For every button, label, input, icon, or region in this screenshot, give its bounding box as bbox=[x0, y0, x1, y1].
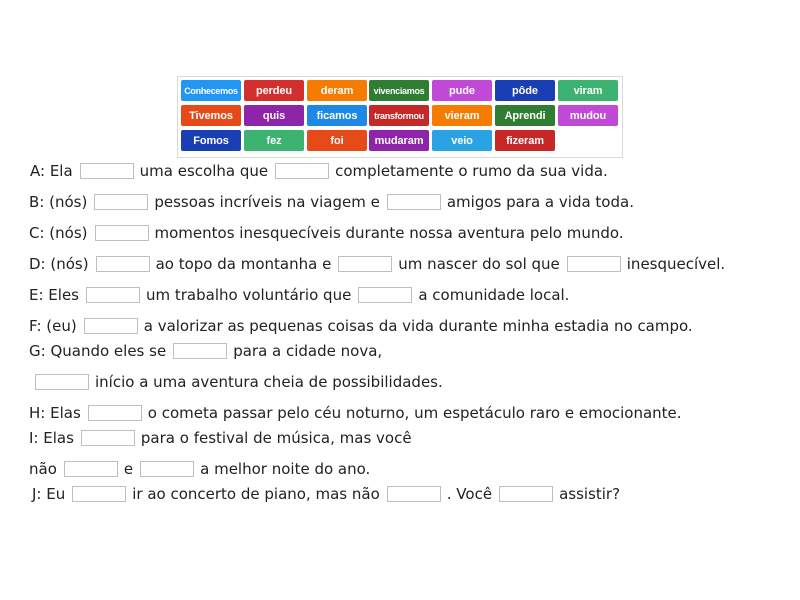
sentence-text: pessoas incríveis na viagem e bbox=[154, 193, 380, 211]
sentence-text: J: Eu bbox=[32, 485, 66, 503]
sentence-text: uma escolha que bbox=[139, 162, 269, 180]
sentence-i2 bbox=[29, 458, 375, 480]
answer-blank[interactable] bbox=[567, 256, 621, 272]
sentence-text: o cometa passar pelo céu noturno, um espetáculo raro e emocionante. bbox=[147, 404, 682, 422]
answer-blank[interactable] bbox=[72, 486, 126, 502]
answer-blank[interactable] bbox=[64, 461, 118, 477]
sentence-text: . Você bbox=[446, 485, 493, 503]
word-tile-pôde[interactable]: pôde bbox=[495, 80, 555, 101]
sentence-g2 bbox=[33, 371, 448, 393]
answer-blank[interactable] bbox=[35, 374, 89, 390]
word-tile-ficamos[interactable]: ficamos bbox=[307, 105, 367, 126]
word-tile-veio[interactable]: veio bbox=[432, 130, 492, 151]
sentence-text: a melhor noite do ano. bbox=[200, 460, 371, 478]
sentence-text: e bbox=[123, 460, 134, 478]
word-tile-perdeu[interactable]: perdeu bbox=[244, 80, 304, 101]
word-tile-tivemos[interactable]: Tivemos bbox=[181, 105, 241, 126]
sentence-text: G: Quando eles se bbox=[29, 342, 167, 360]
word-bank bbox=[177, 76, 623, 158]
word-tile-mudou[interactable]: mudou bbox=[558, 105, 618, 126]
sentence-text: E: Eles bbox=[29, 286, 79, 304]
sentence-text: ao topo da montanha e bbox=[155, 255, 332, 273]
sentence-g1 bbox=[29, 340, 387, 362]
sentence-text: B: (nós) bbox=[29, 193, 88, 211]
word-tile-fomos[interactable]: Fomos bbox=[181, 130, 241, 151]
sentence-text: assistir? bbox=[559, 485, 621, 503]
sentence-e bbox=[29, 284, 574, 306]
word-tile-conhecemos[interactable]: Conhecemos bbox=[181, 80, 241, 101]
sentence-text: um nascer do sol que bbox=[398, 255, 560, 273]
sentence-text: um trabalho voluntário que bbox=[146, 286, 352, 304]
answer-blank[interactable] bbox=[358, 287, 412, 303]
sentence-text: A: Ela bbox=[30, 162, 73, 180]
answer-blank[interactable] bbox=[387, 486, 441, 502]
answer-blank[interactable] bbox=[80, 163, 134, 179]
sentence-text: I: Elas bbox=[29, 429, 74, 447]
answer-blank[interactable] bbox=[140, 461, 194, 477]
sentence-text: a valorizar as pequenas coisas da vida durante minha estadia no campo. bbox=[143, 317, 693, 335]
sentence-j bbox=[32, 483, 625, 505]
answer-blank[interactable] bbox=[81, 430, 135, 446]
answer-blank[interactable] bbox=[88, 405, 142, 421]
sentence-text: momentos inesquecíveis durante nossa aventura pelo mundo. bbox=[154, 224, 624, 242]
word-tile-transformou[interactable]: transformou bbox=[369, 105, 429, 126]
answer-blank[interactable] bbox=[95, 225, 149, 241]
sentence-h bbox=[29, 402, 687, 424]
sentence-text: C: (nós) bbox=[29, 224, 88, 242]
sentence-text: inesquecível. bbox=[626, 255, 726, 273]
answer-blank[interactable] bbox=[94, 194, 148, 210]
word-tile-vieram[interactable]: vieram bbox=[432, 105, 492, 126]
word-tile-fizeram[interactable]: fizeram bbox=[495, 130, 555, 151]
answer-blank[interactable] bbox=[275, 163, 329, 179]
answer-blank[interactable] bbox=[86, 287, 140, 303]
word-tile-pude[interactable]: pude bbox=[432, 80, 492, 101]
answer-blank[interactable] bbox=[173, 343, 227, 359]
sentence-f bbox=[29, 315, 698, 337]
sentence-text: F: (eu) bbox=[29, 317, 77, 335]
word-tile-foi[interactable]: foi bbox=[307, 130, 367, 151]
sentence-text: ir ao concerto de piano, mas não bbox=[132, 485, 380, 503]
word-tile-vivenciamos[interactable]: vivenciamos bbox=[369, 80, 429, 101]
sentence-text: completamente o rumo da sua vida. bbox=[335, 162, 608, 180]
sentence-text: D: (nós) bbox=[29, 255, 89, 273]
sentence-text: para a cidade nova, bbox=[233, 342, 383, 360]
sentence-b bbox=[29, 191, 639, 213]
sentence-i1 bbox=[29, 427, 417, 449]
sentence-text: amigos para a vida toda. bbox=[446, 193, 634, 211]
sentence-text: início a uma aventura cheia de possibilidades. bbox=[95, 373, 443, 391]
sentence-c bbox=[29, 222, 629, 244]
answer-blank[interactable] bbox=[387, 194, 441, 210]
word-tile-mudaram[interactable]: mudaram bbox=[369, 130, 429, 151]
word-tile-quis[interactable]: quis bbox=[244, 105, 304, 126]
sentence-text: para o festival de música, mas você bbox=[140, 429, 412, 447]
sentence-a bbox=[30, 160, 613, 182]
word-tile-deram[interactable]: deram bbox=[307, 80, 367, 101]
word-tile-viram[interactable]: viram bbox=[558, 80, 618, 101]
answer-blank[interactable] bbox=[338, 256, 392, 272]
word-tile-fez[interactable]: fez bbox=[244, 130, 304, 151]
answer-blank[interactable] bbox=[84, 318, 138, 334]
sentence-text: H: Elas bbox=[29, 404, 81, 422]
sentence-text: a comunidade local. bbox=[418, 286, 570, 304]
word-tile-aprendi[interactable]: Aprendi bbox=[495, 105, 555, 126]
answer-blank[interactable] bbox=[499, 486, 553, 502]
answer-blank[interactable] bbox=[96, 256, 150, 272]
sentence-text: não bbox=[29, 460, 57, 478]
sentence-d bbox=[29, 253, 730, 275]
